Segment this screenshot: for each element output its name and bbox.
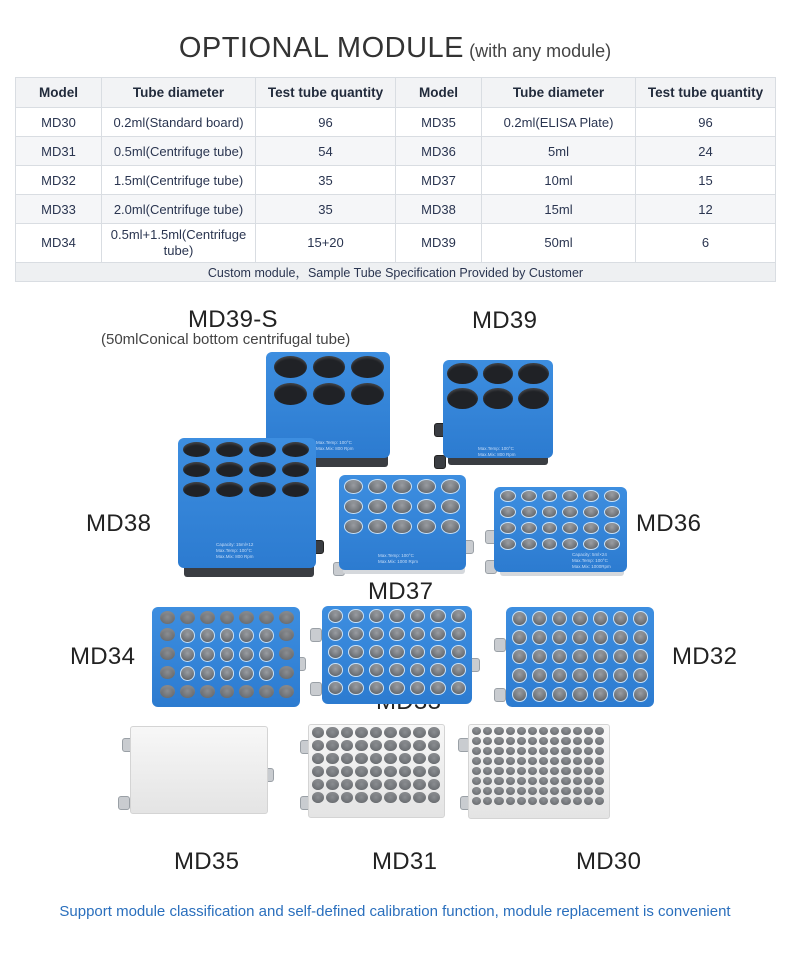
label-md38: MD38 <box>86 510 152 537</box>
cell-diameter: 2.0ml(Centrifuge tube) <box>102 195 256 224</box>
cell-diameter: 15ml <box>482 195 636 224</box>
table-header-row <box>16 78 776 108</box>
hole-grid <box>512 611 648 702</box>
label-md32: MD32 <box>672 643 738 670</box>
hole-grid <box>160 611 294 698</box>
cell-quantity: 96 <box>256 108 396 137</box>
cell-model: MD37 <box>396 166 482 195</box>
custom-module-note: Custom module，Sample Tube Specification Provided by Customer <box>16 263 776 282</box>
cell-quantity: 12 <box>636 195 776 224</box>
cell-diameter: 0.5ml+1.5ml(Centrifuge tube) <box>102 224 256 263</box>
header-model: Model <box>16 78 102 108</box>
label-md34: MD34 <box>70 643 136 670</box>
header-model: Model <box>396 78 482 108</box>
module-print-text: Max.Temp: 100°C Max.Mix: 800 Rpm <box>478 446 516 457</box>
table-row <box>16 195 776 224</box>
cell-diameter: 50ml <box>482 224 636 263</box>
cell-diameter: 0.2ml(ELISA Plate) <box>482 108 636 137</box>
header-tube-diameter: Tube diameter <box>482 78 636 108</box>
mount-tab <box>118 796 130 810</box>
cell-model: MD33 <box>16 195 102 224</box>
label-md30: MD30 <box>576 848 642 875</box>
cell-model: MD36 <box>396 137 482 166</box>
header-tube-diameter: Tube diameter <box>102 78 256 108</box>
hole-grid <box>274 356 384 405</box>
table-row <box>16 108 776 137</box>
module-print-text: Max.Temp: 100°C Max.Mix: 1000 Rpm <box>378 553 419 564</box>
label-md37: MD37 <box>368 578 434 605</box>
label-md35: MD35 <box>174 848 240 875</box>
module-print-text: Capacity: 15ml×12 Max.Temp: 100°C Max.Mix: 800 Rpm <box>216 542 254 559</box>
cell-quantity: 35 <box>256 195 396 224</box>
label-md39s: MD39-S <box>188 306 278 333</box>
cell-diameter: 1.5ml(Centrifuge tube) <box>102 166 256 195</box>
cell-diameter: 10ml <box>482 166 636 195</box>
label-md36: MD36 <box>636 510 702 537</box>
cell-diameter: 0.5ml(Centrifuge tube) <box>102 137 256 166</box>
sublabel-md39s: (50mlConical bottom centrifugal tube) <box>101 331 351 348</box>
cell-quantity: 54 <box>256 137 396 166</box>
cell-diameter: 0.2ml(Standard board) <box>102 108 256 137</box>
cell-model: MD35 <box>396 108 482 137</box>
mount-tab <box>434 455 446 469</box>
module-print-text: Max.Temp: 100°C Max.Mix: 800 Rpm <box>316 440 354 451</box>
cell-model: MD34 <box>16 224 102 263</box>
table-footer-row <box>16 263 776 282</box>
title-sub: (with any module) <box>469 41 612 61</box>
label-md31: MD31 <box>372 848 438 875</box>
cell-quantity: 6 <box>636 224 776 263</box>
module-body <box>130 726 268 814</box>
cell-model: MD32 <box>16 166 102 195</box>
module-print-text: Capacity: 5ml×24 Max.Temp: 100°C Max.Mix: 1000Rpm <box>572 552 611 569</box>
page-title <box>0 32 790 65</box>
cell-quantity: 15 <box>636 166 776 195</box>
mount-tab <box>310 628 322 642</box>
mount-tab <box>494 638 506 652</box>
hole-grid <box>500 490 620 550</box>
hole-grid <box>328 609 466 695</box>
hole-grid <box>344 479 460 534</box>
feature-caption: Support module classification and self-defined calibration function, module replacement is convenient <box>59 903 731 920</box>
table-row <box>16 137 776 166</box>
hole-grid <box>447 363 549 409</box>
table-row <box>16 166 776 195</box>
hole-grid <box>472 727 604 805</box>
cell-model: MD38 <box>396 195 482 224</box>
header-test-tube-quantity: Test tube quantity <box>636 78 776 108</box>
cell-model: MD30 <box>16 108 102 137</box>
cell-quantity: 24 <box>636 137 776 166</box>
title-main: OPTIONAL MODULE <box>178 32 465 64</box>
cell-quantity: 96 <box>636 108 776 137</box>
cell-model: MD31 <box>16 137 102 166</box>
cell-quantity: 15+20 <box>256 224 396 263</box>
hole-grid <box>183 442 309 497</box>
cell-model: MD39 <box>396 224 482 263</box>
table-row <box>16 224 776 263</box>
mount-tab <box>310 682 322 696</box>
label-md39: MD39 <box>472 307 538 334</box>
cell-quantity: 35 <box>256 166 396 195</box>
hole-grid <box>312 727 440 803</box>
module-spec-table <box>15 77 776 282</box>
cell-diameter: 5ml <box>482 137 636 166</box>
mount-tab <box>494 688 506 702</box>
header-test-tube-quantity: Test tube quantity <box>256 78 396 108</box>
